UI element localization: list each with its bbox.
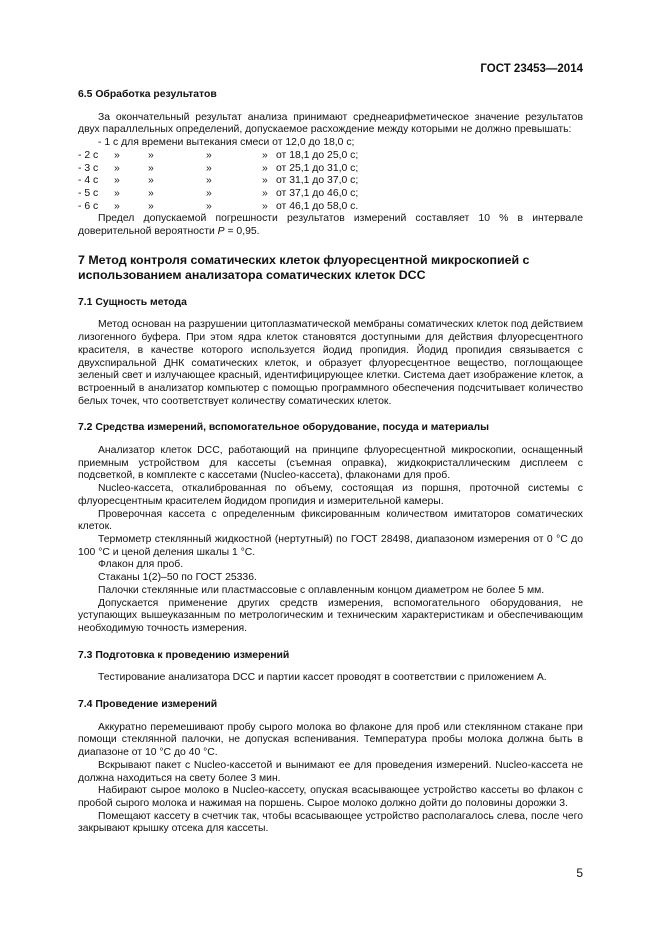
equipment-analyzer: Анализатор клеток DCC, работающий на принципе флуоресцентной микроскопии, оснащенный приемным устройством для кассеты (съемная оправка), жидкокристаллическим дисплеем с подсветкой, в комплекте с кассетами (Nucleo-кассета), флаконами для проб.: [78, 445, 583, 482]
standard-number: ГОСТ 23453—2014: [480, 63, 583, 75]
tolerance-range: от 31,1 до 37,0 с;: [276, 175, 359, 187]
ditto-mark: »: [262, 200, 268, 212]
equipment-vial: Флакон для проб.: [98, 559, 184, 571]
section-6-5-intro: За окончательный результат анализа принимают среднеарифметическое значение результатов двух параллельных определений, допускаемое расхождение между которыми не должно превышать:: [78, 111, 583, 136]
tolerance-time: - 2 с: [78, 149, 99, 161]
tolerance-time: - 5 с: [78, 187, 99, 199]
tolerance-range: от 25,1 до 31,0 с;: [276, 162, 359, 174]
tolerance-row: [78, 175, 583, 188]
tolerance-range: от 37,1 до 46,0 с;: [276, 187, 359, 199]
probability-value: = 0,95.: [224, 226, 260, 238]
section-7-title: 7 Метод контроля соматических клеток флуоресцентной микроскопией с использованием анализатора соматических клеток DCC: [78, 252, 530, 282]
tolerance-row: [78, 201, 583, 214]
equipment-rods: Палочки стеклянные или пластмассовые с оплавленным концом диаметром не более 5 мм.: [98, 584, 545, 596]
section-7-1-title: 7.1 Сущность метода: [78, 296, 187, 308]
tolerance-range: от 46,1 до 58,0 с.: [276, 200, 359, 212]
procedure-step-mix: Аккуратно перемешивают пробу сырого молока во флаконе для проб или стеклянном стакане при помощи стеклянной палочки, не допуская вспенивания. Температура пробы молока должна быть в диапазоне от 10 °С до 40 °С.: [78, 721, 583, 759]
tolerance-row: [78, 163, 583, 176]
error-limit-paragraph: [78, 213, 583, 238]
equipment-cassette: Nucleo-кассета, откалиброванная по объему, состоящая из поршня, проточной системы с флуоресцентным красителем йодидом пропидия и измерительной камеры.: [78, 483, 583, 507]
section-7-2-title: 7.2 Средства измерений, вспомогательное оборудование, посуда и материалы: [78, 422, 489, 434]
section-7-1-text: Метод основан на разрушении цитоплазматической мембраны соматических клеток под действием лизогенного буфера. При этом ядра клеток становятся доступными для действия флуоресцентного красителя, в качестве которого используется йодид пропидия. Йодид пропидия связывается с двухспиральной ДНК соматических клеток, и образует флуоресцентное вещество, поглощающее зеленый свет и излучающее красный, идентифицирующее клетки. Система дает изображение клеток, а встроенный в анализатор компьютер с помощью программного обеспечения подсчитывает количество белых точек, что соответствует количеству соматических клеток.: [78, 319, 583, 407]
tolerance-row: [78, 150, 583, 163]
tolerance-time: - 4 с: [78, 175, 99, 187]
ditto-mark: »: [114, 175, 120, 187]
section-7-4-title: 7.4 Проведение измерений: [78, 699, 218, 711]
equipment-alternatives: Допускается применение других средств измерения, вспомогательного оборудования, не уступающих вышеуказанным по метрологическим и техническим характеристикам и обеспечивающим необходимую точность измерения.: [78, 597, 583, 634]
tolerance-first: - 1 с для времени вытекания смеси от 12,0 до 18,0 с;: [98, 137, 355, 149]
ditto-mark: »: [148, 162, 154, 174]
ditto-mark: »: [114, 187, 120, 199]
page-content: [78, 89, 583, 836]
tolerance-time: - 3 с: [78, 162, 99, 174]
ditto-mark: »: [114, 200, 120, 212]
section-6-5-title: 6.5 Обработка результатов: [78, 89, 217, 100]
ditto-mark: »: [114, 149, 120, 161]
ditto-mark: »: [148, 149, 154, 161]
ditto-mark: »: [148, 187, 154, 199]
procedure-step-insert: Помещают кассету в счетчик так, чтобы всасывающее устройство располагалось слева, после чего закрывают крышку отсека для кассеты.: [78, 810, 583, 835]
ditto-mark: »: [262, 175, 268, 187]
tolerance-row: [78, 188, 583, 201]
probability-symbol: P: [217, 226, 225, 238]
page-number: 5: [576, 866, 583, 880]
ditto-mark: »: [262, 187, 268, 199]
ditto-mark: »: [148, 175, 154, 187]
ditto-mark: »: [206, 175, 212, 187]
procedure-step-open: Вскрывают пакет с Nucleo-кассетой и вынимают ее для проведения измерений. Nucleo-кассета не должна находиться на свету более 3 мин.: [78, 759, 583, 784]
ditto-mark: »: [262, 149, 268, 161]
ditto-mark: »: [206, 200, 212, 212]
tolerance-time: - 6 с: [78, 200, 99, 212]
ditto-mark: »: [206, 162, 212, 174]
tolerance-range: от 18,1 до 25,0 с;: [276, 149, 359, 161]
ditto-mark: »: [148, 200, 154, 212]
ditto-mark: »: [114, 162, 120, 174]
tolerance-list: [78, 150, 583, 214]
ditto-mark: »: [206, 149, 212, 161]
equipment-beakers: Стаканы 1(2)–50 по ГОСТ 25336.: [98, 572, 257, 584]
ditto-mark: »: [206, 187, 212, 199]
procedure-step-fill: Набирают сырое молоко в Nucleo-кассету, опуская всасывающее устройство кассеты во флакон с пробой сырого молока и нажимая на поршень. Сырое молоко должно дойти до половины дорожки 3.: [78, 785, 583, 809]
equipment-thermometer: Термометр стеклянный жидкостной (нертутный) по ГОСТ 28498, диапазоном измерения от 0 °С до 100 °С и ценой деления шкалы 1 °С.: [78, 533, 583, 558]
ditto-mark: »: [262, 162, 268, 174]
equipment-check-cassette: Проверочная кассета с определенным фиксированным количеством имитаторов соматических клеток.: [78, 508, 583, 533]
section-7-3-title: 7.3 Подготовка к проведению измерений: [78, 649, 290, 661]
section-7-3-text: Тестирование анализатора DCC и партии кассет проводят в соответствии с приложением А.: [98, 672, 547, 684]
error-limit-text: Предел допускаемой погрешности результатов измерений составляет 10 % в интервале доверительной вероятности: [78, 213, 583, 238]
